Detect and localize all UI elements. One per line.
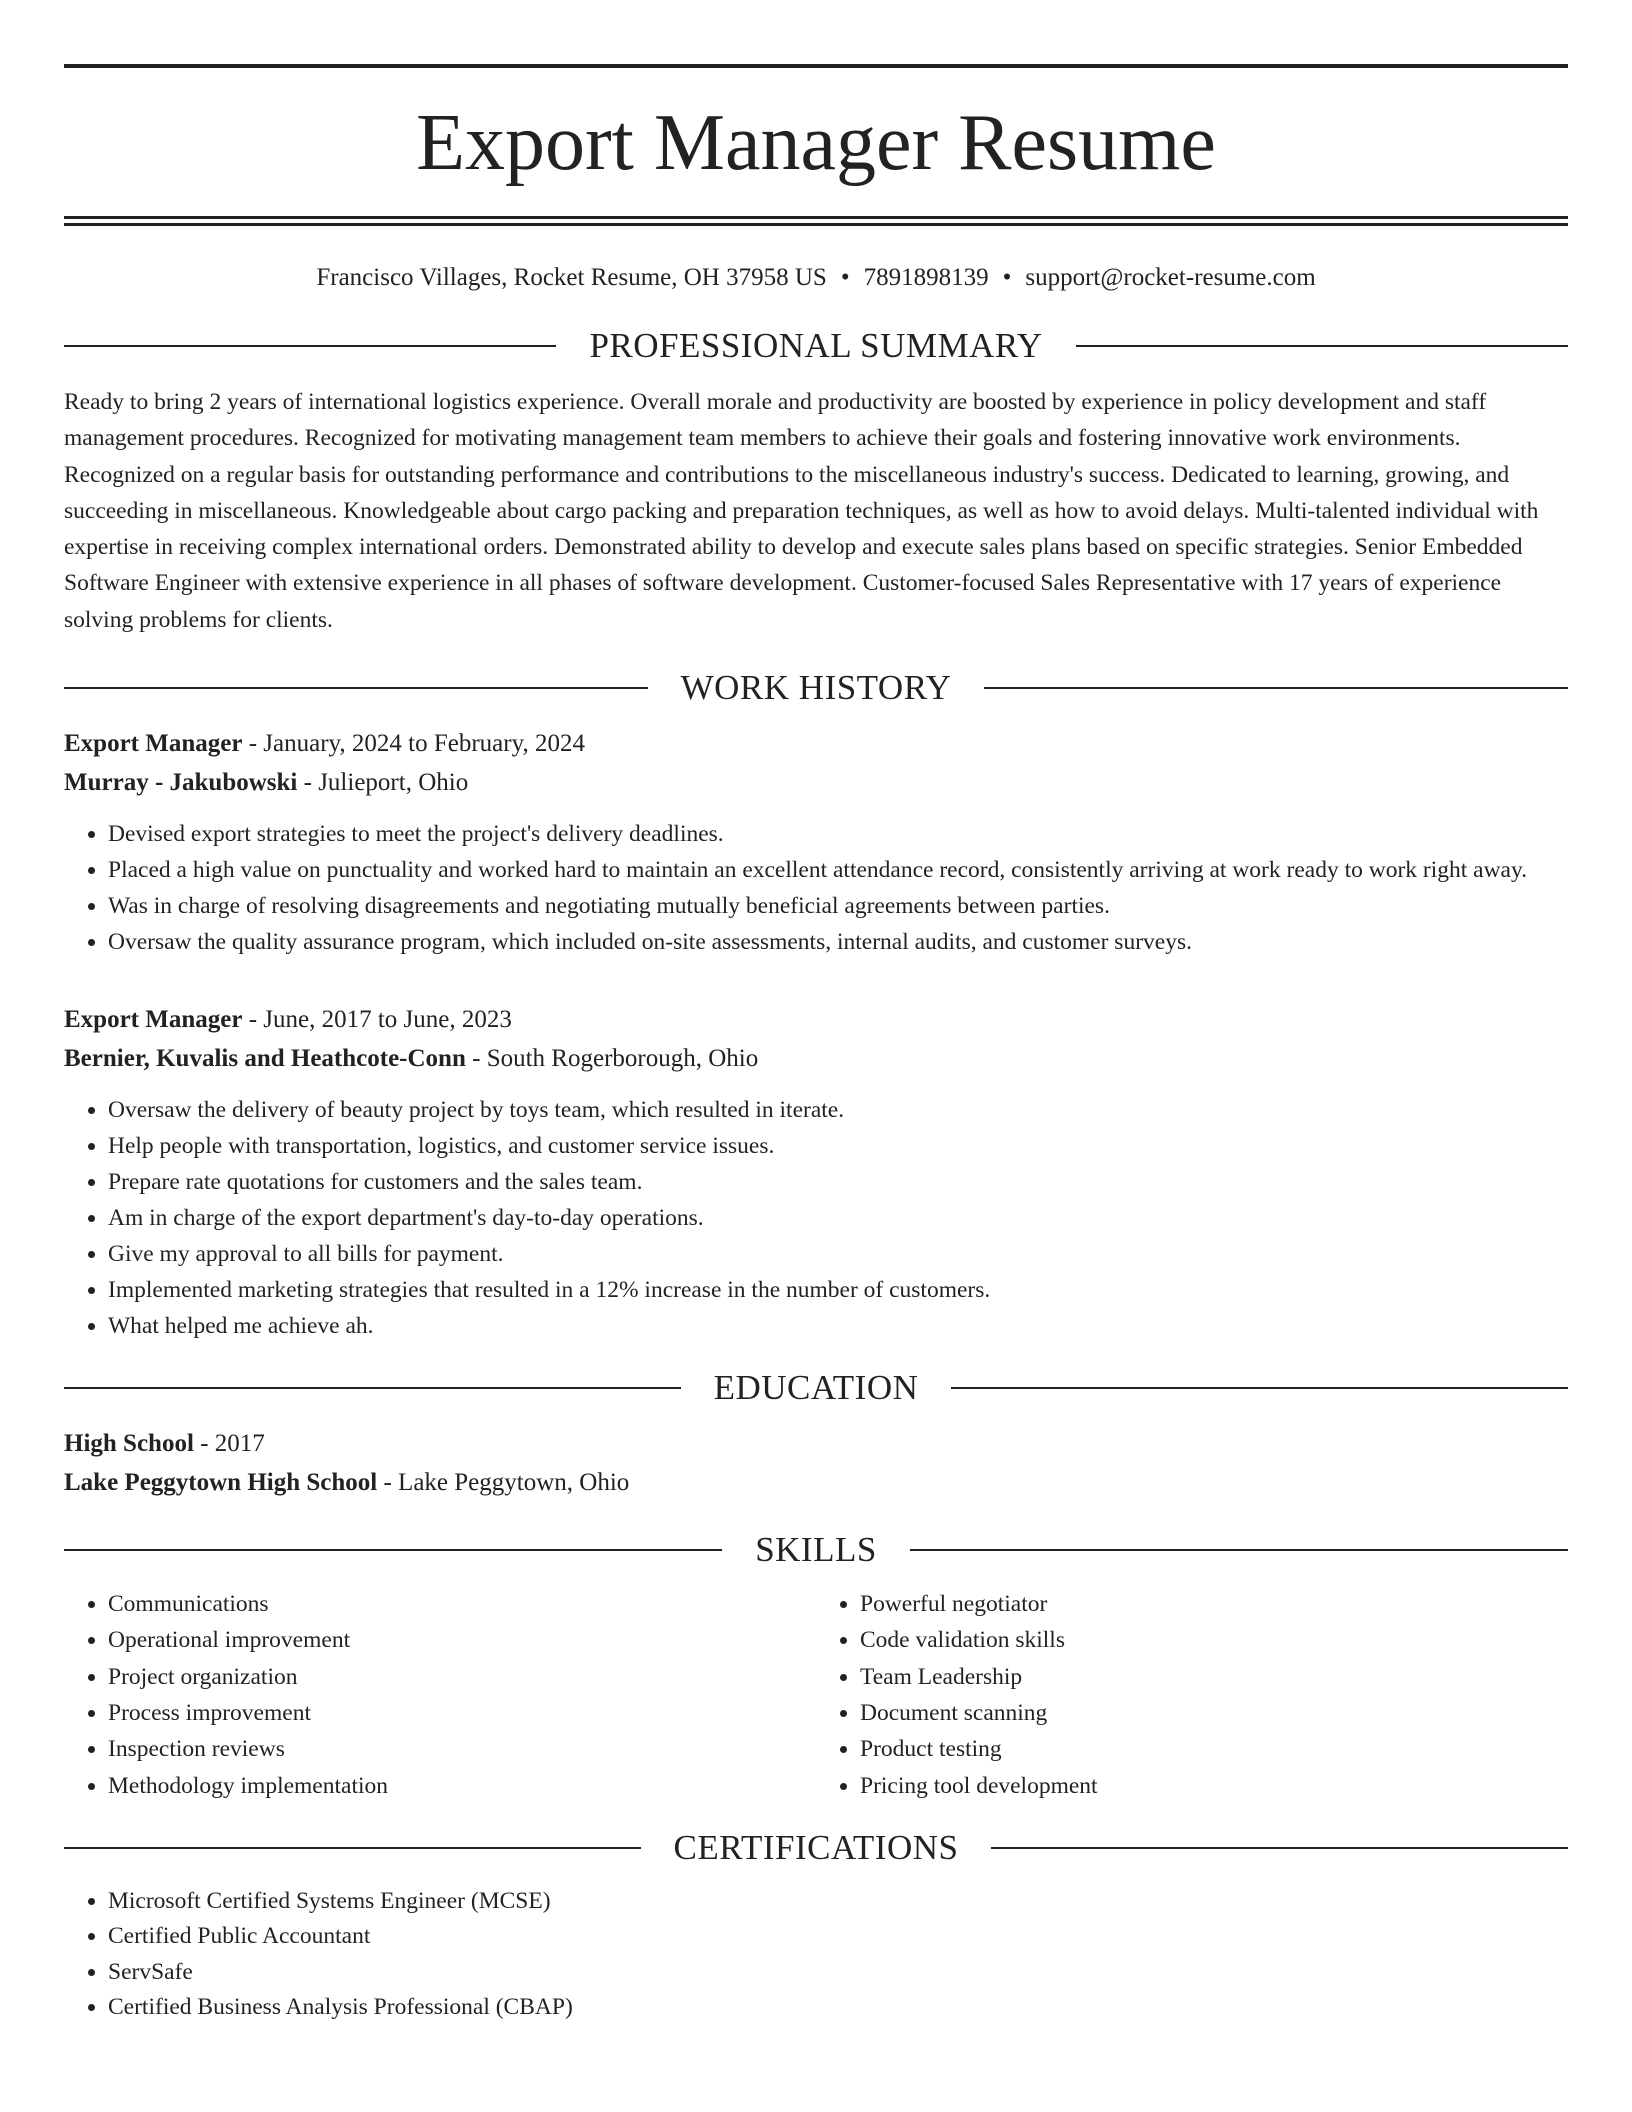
section-heading-summary [64,326,1568,366]
skill-item: • Team Leadership [860,1659,1568,1695]
skill-item: • Product testing [860,1731,1568,1767]
job-bullet: • Oversaw the quality assurance program, which included on-site assessments, internal audits, and customer surveys. [108,924,1568,960]
heading-rule-right [1076,345,1568,347]
education-year: - 2017 [193,1430,265,1458]
job-title-line [64,724,1568,763]
job-company-line [64,763,1568,802]
job-title-line [64,1000,1568,1039]
contact-phone: 7891898139 [863,264,989,291]
job-bullet: • Oversaw the delivery of beauty project by toys team, which resulted in iterate. [108,1092,1568,1128]
job-dates: - June, 2017 to June, 2023 [242,1006,512,1034]
contact-address: Francisco Villages, Rocket Resume, OH 37958 US [316,264,827,291]
education-location: - Lake Peggytown, Ohio [377,1469,630,1497]
summary-paragraph: Ready to bring 2 years of international logistics experience. Overall morale and productivity are boosted by experience in policy development and staff management procedures. Recognized for motivating management team members to achieve their goals and fostering innovative work environments. Recognized on a regular basis for outstanding performance and contributions to the miscellaneous industry's success. Dedicated to learning, growing, and succeeding in miscellaneous. Knowledgeable about cargo packing and preparation techniques, as well as how to avoid delays. Multi-talented individual with expertise in receiving complex international orders. Demonstrated ability to develop and execute sales plans based on specific strategies. Senior Embedded Software Engineer with extensive experience in all phases of software development. Customer-focused Sales Representative with 17 years of experience solving problems for clients. [64,389,1539,633]
skill-item: • Pricing tool development [860,1768,1568,1804]
job-company: Bernier, Kuvalis and Heathcote-Conn [64,1045,466,1073]
job-bullet: • Was in charge of resolving disagreements and negotiating mutually beneficial agreements between parties. [108,888,1568,924]
job-company-line [64,1039,1568,1078]
section-title: WORK HISTORY [680,668,952,708]
job-bullet: • Give my approval to all bills for payment. [108,1236,1568,1272]
heading-rule-left [64,687,648,689]
job-bullet: • Devised export strategies to meet the project's delivery deadlines. [108,816,1568,852]
certification-item: • Certified Business Analysis Professional (CBAP) [108,1990,1568,2026]
skills-columns [64,1586,1568,1804]
section-title: PROFESSIONAL SUMMARY [589,326,1043,365]
heading-rule-left [64,1847,641,1849]
skill-item: • Powerful negotiator [860,1586,1568,1622]
certifications-list [64,1884,1568,2026]
job-entry [64,1000,1568,1344]
education-school-line [64,1463,1568,1502]
job-dates: - January, 2024 to February, 2024 [242,730,585,758]
heading-rule-left [64,345,556,347]
certification-item: • ServSafe [108,1955,1568,1991]
job-location: - South Rogerborough, Ohio [465,1045,759,1073]
skill-item: • Code validation skills [860,1622,1568,1658]
job-bullet: • What helped me achieve ah. [108,1308,1568,1344]
job-bullet: • Prepare rate quotations for customers and the sales team. [108,1164,1568,1200]
contact-line [64,263,1568,293]
education-entry [64,1424,1568,1502]
job-bullets [64,816,1568,960]
skill-item: • Process improvement [108,1695,816,1731]
contact-separator: • [1002,264,1012,291]
job-company: Murray - Jakubowski [64,769,298,797]
heading-rule-right [991,1847,1568,1849]
job-bullet: • Am in charge of the export department's day-to-day operations. [108,1200,1568,1236]
section-title: CERTIFICATIONS [673,1827,959,1867]
job-title: Export Manager [64,1006,243,1034]
skill-item: • Methodology implementation [108,1768,816,1804]
job-bullet: • Placed a high value on punctuality and worked hard to maintain an excellent attendance record, consistently arriving at work ready to work right away. [108,852,1568,888]
skill-item: • Project organization [108,1659,816,1695]
section-title: SKILLS [755,1530,877,1570]
job-title: Export Manager [64,730,243,758]
resume-title: Export Manager Resume [416,99,1216,187]
certification-item: • Microsoft Certified Systems Engineer (MCSE) [108,1884,1568,1920]
contact-separator: • [840,264,850,291]
skills-list-left [64,1586,816,1804]
certification-item: • Certified Public Accountant [108,1919,1568,1955]
heading-rule-right [951,1387,1568,1389]
skill-item: • Operational improvement [108,1622,816,1658]
job-entry [64,724,1568,960]
job-location: - Julieport, Ohio [297,769,469,797]
resume-page [64,64,1568,2026]
section-heading-work-history [64,668,1568,708]
skills-list-right [816,1586,1568,1804]
education-school: Lake Peggytown High School [64,1469,378,1497]
title-double-rule [64,216,1568,226]
heading-rule-left [64,1387,681,1389]
top-rule [64,64,1568,68]
section-heading-certifications [64,1828,1568,1868]
skill-item: • Communications [108,1586,816,1622]
section-heading-skills [64,1530,1568,1570]
heading-rule-left [64,1549,722,1551]
heading-rule-right [910,1549,1568,1551]
job-bullet: • Implemented marketing strategies that resulted in a 12% increase in the number of customers. [108,1272,1568,1308]
education-degree-line [64,1424,1568,1463]
section-title: EDUCATION [713,1368,919,1408]
job-bullets [64,1092,1568,1344]
skill-item: • Inspection reviews [108,1731,816,1767]
job-bullet: • Help people with transportation, logistics, and customer service issues. [108,1128,1568,1164]
section-heading-education [64,1368,1568,1408]
heading-rule-right [984,687,1568,689]
skill-item: • Document scanning [860,1695,1568,1731]
education-degree: High School [64,1430,194,1458]
contact-email: support@rocket-resume.com [1025,264,1316,291]
